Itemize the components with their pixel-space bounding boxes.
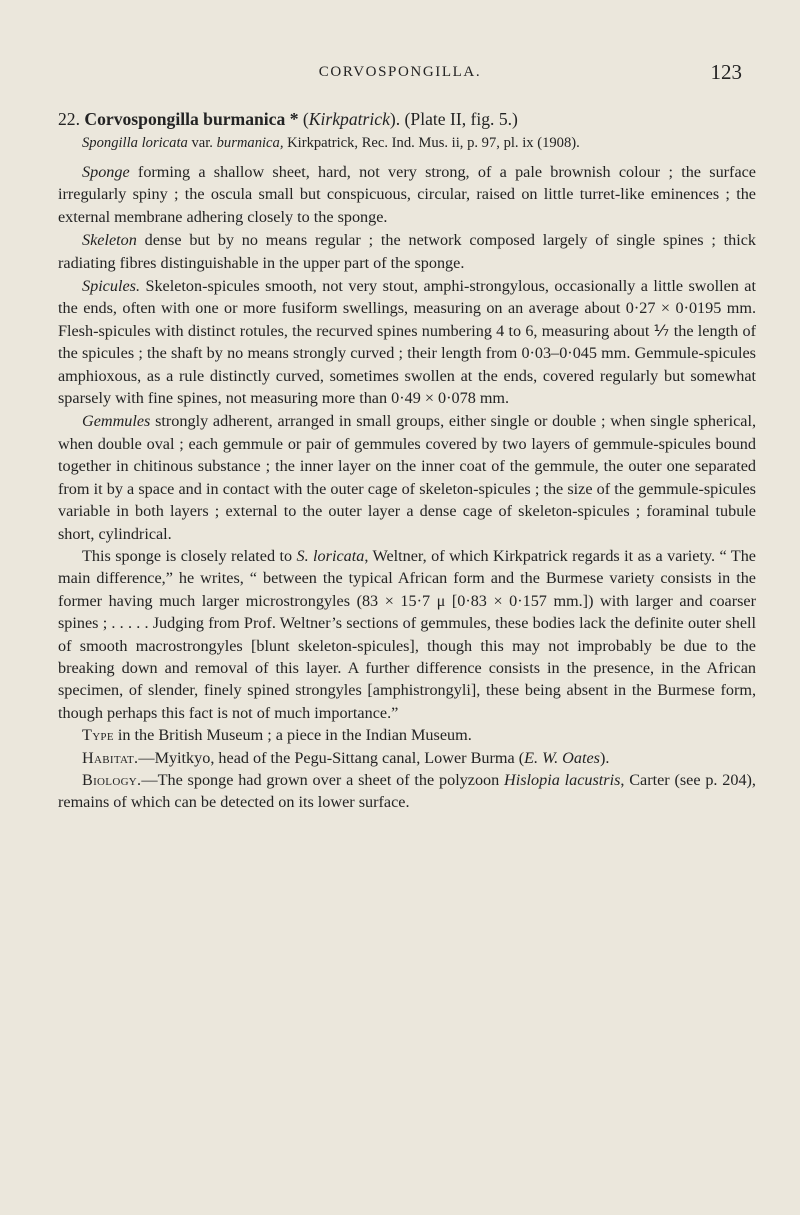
species-name: Corvospongilla burmanica * bbox=[84, 109, 299, 129]
paragraph-sponge bbox=[58, 161, 756, 228]
paragraph-biology bbox=[58, 769, 756, 814]
author-open: ( bbox=[298, 109, 309, 129]
synonym-var-prefix: var. bbox=[187, 135, 217, 151]
text-spicules: Skeleton-spicules smooth, not very stout, amphi-strongylous, occasionally a little swollen at the ends, often with one or more fusiform swellings, measuring on an average about 0·27 × 0·0195 mm. Flesh-spicules with distinct rotules, the recurved spines numbering 4 to 6, measuring about ⅐ the length of the spicules ; the shaft by no means strongly curved ; their length from 0·03–0·045 mm. Gemmule-spicules amphioxous, as a rule distinctly curved, sometimes swollen at the ends, covered regularly but somewhat sparsely with fine spines, not measuring more than 0·49 × 0·078 mm. bbox=[58, 277, 756, 408]
page-number: 123 bbox=[710, 60, 742, 84]
remarks-text-2: , Weltner, of which Kirkpatrick regards it as a variety. “ The main difference,” he writes, “ between the typical African form and the Burmese variety consists in the former having much larger microstrongyles (83 × 15·7 μ [0·83 × 0·157 mm.]) with larger and coarser spines ; . . . . . Judging from Prof. Weltner’s sections of gemmules, these bodies lack the definite outer shell of smooth macrostrongyles [blunt skeleton-spicules], though this may not improbably be due to the breaking down and removal of this layer. A further difference consists in the presence, in the African specimen, of slender, finely spined strongyles [amphistrongyli], these being absent in the Burmese form, though perhaps this fact is not of much importance.” bbox=[58, 546, 756, 722]
biology-taxon: Hislopia lacustris bbox=[504, 770, 621, 789]
running-head bbox=[0, 62, 800, 88]
synonym-variety: burmanica, bbox=[216, 135, 284, 151]
remarks-taxon: S. loricata bbox=[296, 546, 365, 565]
biology-text-2: , Carter (see p. 204), remains of which can be detected on its lower surface. bbox=[58, 770, 756, 812]
biology-text-1: —The sponge had grown over a sheet of the polyzoon bbox=[141, 770, 505, 789]
lead-habitat: Habitat. bbox=[82, 748, 139, 767]
lead-skeleton: Skeleton bbox=[82, 231, 137, 250]
lead-sponge: Sponge bbox=[82, 163, 130, 181]
lead-spicules: Spicules. bbox=[82, 277, 140, 296]
running-title: CORVOSPONGILLA. bbox=[318, 64, 482, 80]
species-author: Kirkpatrick bbox=[308, 109, 390, 129]
text-type: in the British Museum ; a piece in the Indian Museum. bbox=[113, 726, 472, 745]
paragraph-spicules bbox=[58, 275, 756, 409]
plate-reference: (Plate II, fig. 5.) bbox=[400, 109, 518, 129]
paragraph-remarks bbox=[58, 545, 756, 724]
lead-biology: Biology. bbox=[82, 770, 142, 789]
author-close: ). bbox=[389, 109, 401, 129]
synonym-name: Spongilla loricata bbox=[82, 135, 188, 151]
habitat-collector: E. W. Oates bbox=[524, 748, 600, 767]
text-gemmules: strongly adherent, arranged in small groups, either single or double ; when single spherical, when double oval ; each gemmule or pair of gemmules covered by two layers of gemmule-spicules bound together in chitinous substance ; the inner layer on the inner coat of the gemmule, the outer one separated from it by a space and in contact with the outer cage of skeleton-spicules ; the size of the gemmule-spicules variable in both layers ; external to the outer layer a dense cage of skeleton-spicules ; foraminal tubule short, cylindrical. bbox=[58, 412, 756, 543]
paragraph-skeleton bbox=[58, 229, 756, 274]
lead-gemmules: Gemmules bbox=[82, 412, 151, 431]
species-entry bbox=[58, 108, 756, 814]
synonymy-citation bbox=[82, 134, 756, 153]
remarks-text-1: This sponge is closely related to bbox=[82, 546, 297, 565]
species-heading bbox=[58, 108, 756, 130]
paragraph-habitat bbox=[58, 747, 756, 769]
paragraph-gemmules bbox=[58, 410, 756, 544]
lead-type: Type bbox=[82, 726, 114, 745]
text-sponge: forming a shallow sheet, hard, not very strong, of a pale brownish colour ; the surface irregularly spiny ; the oscula small but conspicuous, circular, raised on little turret-like eminences ; the external membrane adhering closely to the sponge. bbox=[58, 163, 756, 226]
entry-number: 22. bbox=[58, 109, 80, 129]
text-skeleton: dense but by no means regular ; the network composed largely of single spines ; thick radiating fibres distinguishable in the upper part of the sponge. bbox=[58, 231, 756, 272]
habitat-text-1: —Myitkyo, head of the Pegu-Sittang canal, Lower Burma ( bbox=[138, 748, 525, 767]
paragraph-type bbox=[58, 724, 756, 746]
habitat-text-2: ). bbox=[599, 748, 610, 767]
synonym-citation: Kirkpatrick, Rec. Ind. Mus. ii, p. 97, pl. ix (1908). bbox=[283, 135, 580, 151]
